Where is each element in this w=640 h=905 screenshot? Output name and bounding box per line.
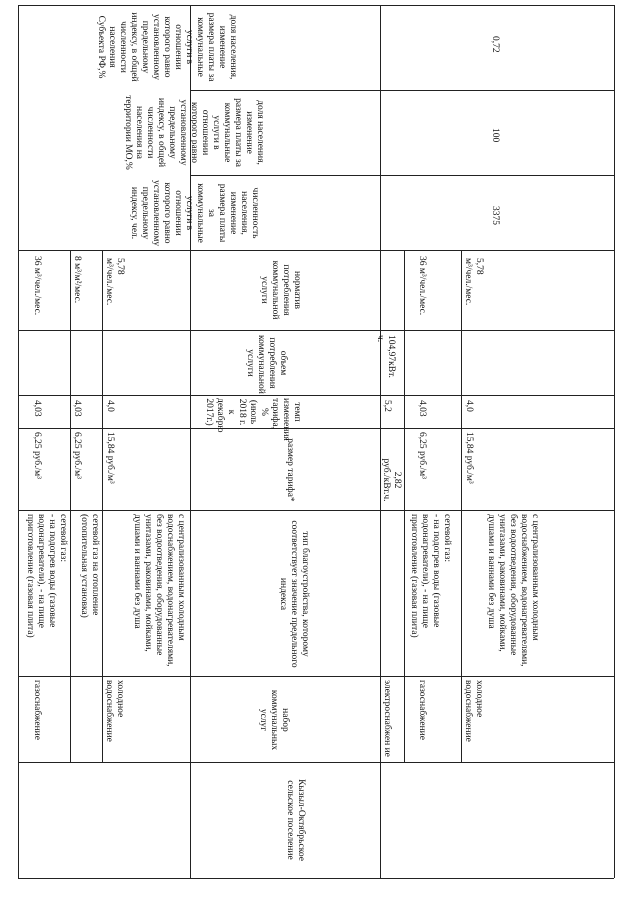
header-norm: норматив потребления коммунальной услуги bbox=[259, 260, 302, 320]
grid-row-8 bbox=[18, 676, 614, 677]
lower-water-tariff: 15,84 руб./м³ bbox=[464, 432, 474, 484]
grid-col-lower-elec bbox=[404, 250, 405, 762]
upper-water-norm: 5,78 м³/чел./мес. bbox=[104, 258, 125, 306]
grid-row-1 bbox=[190, 90, 614, 91]
lower-gas-service: газоснабжение bbox=[417, 680, 427, 740]
header-type: тип благоустройства, которому соответствует значение предельного индекса bbox=[278, 520, 310, 668]
upper-gas-tariff-1: 6,25 руб./м³ bbox=[32, 432, 42, 479]
lower-elec-rate: 5,2 bbox=[382, 400, 392, 412]
value-population: 3375 bbox=[490, 206, 500, 225]
lower-gas-tariff: 6,25 руб./м³ bbox=[417, 432, 427, 479]
table-border-left bbox=[18, 5, 19, 878]
lower-gas-rate: 4,03 bbox=[417, 400, 427, 417]
grid-row-6 bbox=[18, 428, 614, 429]
grid-row-2 bbox=[190, 175, 614, 176]
lower-gas-norm: 36 м³/чел./мес. bbox=[417, 256, 427, 316]
lower-elec-volume: 104,97кВт. ч. bbox=[375, 335, 396, 378]
upper-gas-rate-2: 4,03 bbox=[72, 400, 82, 417]
grid-row-7 bbox=[18, 510, 614, 511]
header-kit: набор коммунальных услуг bbox=[258, 689, 290, 751]
header-rate: темп изменения тарифа, % (июль 2018 г. к декабрю 2017г.) bbox=[204, 398, 302, 441]
grid-row-5 bbox=[18, 395, 614, 396]
grid-row-9 bbox=[18, 762, 614, 763]
lower-water-service: холодное водоснабжение bbox=[463, 680, 484, 742]
header-share-subject: доля населения, изменение размера платы за коммунальные услуги в отношении которого равно установленному предельному индексу, в общей численности населения Субъекта РФ,% bbox=[96, 12, 238, 82]
header-population: численность населения, изменение размера платы за коммунальные услуги в отношении которого равно установленному предельному индексу, чел. bbox=[129, 180, 260, 247]
upper-gas-tariff-2: 6,25 руб./м³ bbox=[72, 432, 82, 479]
grid-row-4 bbox=[18, 330, 614, 331]
grid-col-upper-sub1 bbox=[70, 250, 71, 762]
table-border-right bbox=[614, 5, 615, 878]
table-border-bottom bbox=[18, 878, 614, 879]
upper-water-service: холодное водоснабжение bbox=[104, 680, 125, 742]
lower-water-rate: 4,0 bbox=[464, 400, 474, 412]
upper-water-rate: 4,0 bbox=[105, 400, 115, 412]
upper-water-type: с централизованным холодным водоснабжением, водонагревателями, без водоотведения, оборудованные унитазами, раковинами, мойками, душами и ваннами без душа bbox=[132, 514, 186, 667]
upper-gas-norm-1: 36 м³/чел./мес. bbox=[32, 256, 42, 316]
upper-gas-norm-2: 8 м³/м²/мес. bbox=[72, 256, 82, 304]
value-share-mo: 100 bbox=[490, 128, 500, 143]
lower-elec-service: электроснабжен ие bbox=[382, 680, 392, 757]
grid-row-3 bbox=[18, 250, 614, 251]
table-border-top bbox=[18, 5, 614, 6]
upper-gas-rate-1: 4,03 bbox=[32, 400, 42, 417]
upper-gas-type-2: сетевой газ на отопление (отопительная установка) bbox=[79, 514, 100, 618]
upper-water-tariff: 15,84 руб./м³ bbox=[105, 432, 115, 484]
upper-gas-type-1: сетевой газ: - на подогрев воды (газовые водонагреватели), - на пище приготовление (газовая плита) bbox=[25, 514, 68, 638]
lower-elec-tariff: 2,82 руб./кВт.ч. bbox=[381, 458, 402, 502]
value-share-subject: 0,72 bbox=[490, 36, 500, 53]
upper-gas-service: газоснабжение bbox=[32, 680, 42, 740]
lower-water-norm: 5,78 м³/чел./мес. bbox=[463, 258, 484, 306]
lower-gas-type: сетевой газ: - на подогрев воды (газовые водонагреватели), - на пище приготовление (газовая плита) bbox=[409, 514, 452, 638]
header-volume: объем потребления коммунальной услуги bbox=[245, 335, 288, 394]
header-tariff: размер тарифа* bbox=[285, 438, 295, 502]
settlement-name: Кызыл-Октябрьское сельское поселение bbox=[285, 779, 306, 861]
lower-water-type: с централизованным холодным водоснабжением, водонагревателями, без водоотведения, оборудованные унитазами, раковинами, мойками, душами и ваннами без душа bbox=[486, 514, 540, 667]
header-share-mo: доля населения, изменение размера платы за коммунальные услуги в отношении которого равно установленному предельному индексу, в общей численности населения на территории МО,% bbox=[123, 95, 265, 170]
